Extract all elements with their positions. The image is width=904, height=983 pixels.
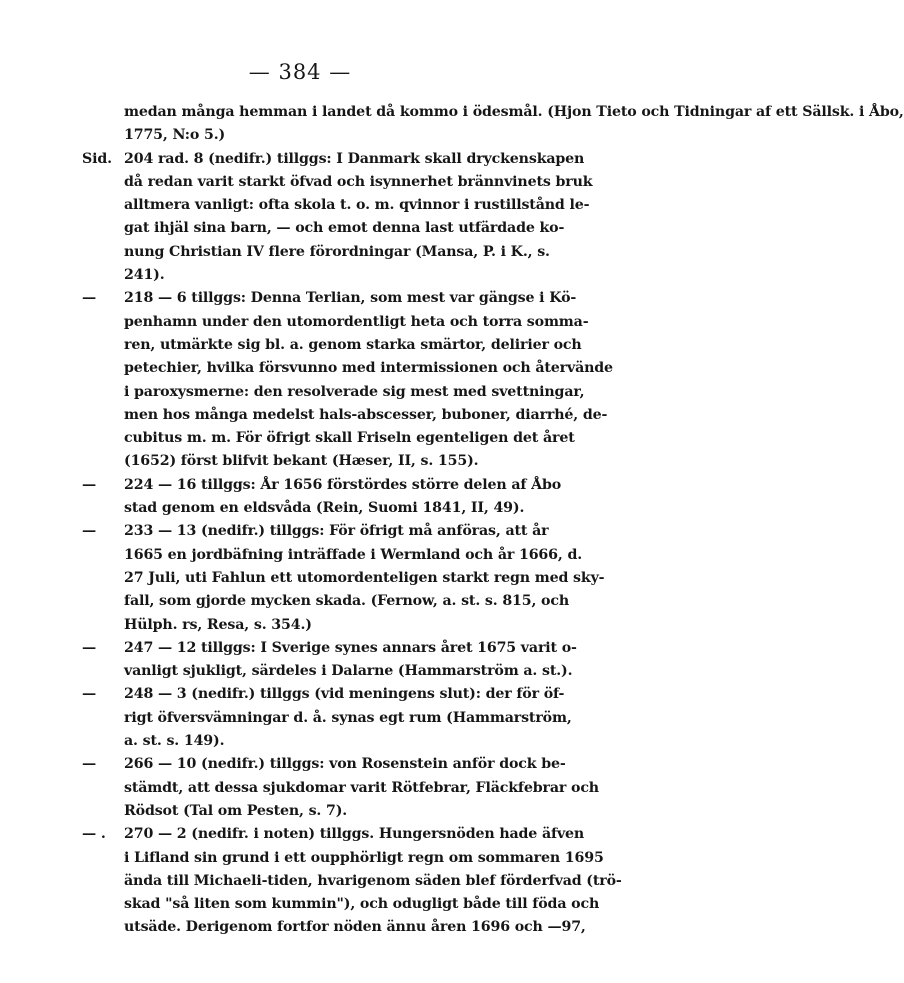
line-marker: — [82,639,97,656]
text-line [82,730,560,753]
line-text: i Lifland sin grund i ett oupphörligt regn om sommaren 1695 [124,849,604,866]
text-line [82,707,572,730]
line-marker: — [82,686,97,703]
line-text: 241). [124,267,165,284]
text-line [82,148,585,171]
line-text: 247 — 12 tillggs: I Sverige synes annars året 1675 varit o- [124,639,577,656]
text-line [82,474,560,497]
text-line [82,334,582,357]
line-text: penhamn under den utomordentligt heta och torra somma- [124,313,589,330]
line-text: medan många hemman i landet då kommo i ödesmål. (Hjon Tieto och Tidningar af ett Sällsk. i Åbo, [124,104,904,120]
text-line [82,194,590,217]
line-text: nung Christian IV flere förordningar (Mansa, P. i K., s. [124,243,550,260]
line-text: fall, som gjorde mycken skada. (Fernow, a. st. s. 815, och [124,593,570,610]
line-text: 1665 en jordbäfning inträffade i Wermland och år 1666, d. [124,546,583,563]
text-line [82,800,560,823]
line-text: petechier, hvilka försvunno med intermissionen och återvände [124,360,613,377]
line-text: 248 — 3 (nedifr.) tillggs (vid meningens slut): der för öf- [124,686,565,703]
line-text: i paroxysmerne: den resolverade sig mest med svettningar, [124,383,585,400]
line-text: rigt öfversvämningar d. å. synas egt rum (Hammarström, [124,709,572,726]
line-text: ända till Michaeli-tiden, hvarigenom säden blef förderfvad (trö- [124,872,622,889]
line-text: a. st. s. 149). [124,733,225,750]
text-line [82,847,604,870]
text-line [82,590,570,613]
text-line [82,777,599,800]
line-marker: — [82,756,97,773]
text-line [82,520,560,543]
line-text: men hos många medelst hals-abscesser, buboner, diarrhé, de- [124,406,608,423]
text-line [82,893,600,916]
page-number: — 384 — [248,60,352,84]
line-text: cubitus m. m. För öfrigt skall Friseln egenteligen det året [124,430,575,447]
line-text: 233 — 13 (nedifr.) tillggs: För öfrigt må anföras, att år [124,523,549,540]
text-line [82,124,560,147]
text-line [82,357,613,380]
line-marker: — [82,476,97,493]
text-block [82,101,904,940]
text-line [82,753,566,776]
line-marker: — . [82,826,106,843]
line-text: 270 — 2 (nedifr. i noten) tillggs. Hungersnöden hade äfven [124,826,585,843]
text-line [82,870,622,893]
text-line [82,544,583,567]
line-text: ren, utmärkte sig bl. a. genom starka smärtor, delirier och [124,336,582,353]
text-line [82,311,589,334]
text-line [82,567,605,590]
line-text: 266 — 10 (nedifr.) tillggs: von Rosenstein anför dock be- [124,756,566,773]
text-line [82,404,608,427]
text-line [82,823,585,846]
text-line [82,427,575,450]
text-line [82,287,577,310]
text-line [82,683,565,706]
line-text: (1652) först blifvit bekant (Hæser, II, s. 155). [124,453,479,470]
line-marker: — [82,290,97,307]
line-marker: — [82,523,97,540]
line-text: gat ihjäl sina barn, — och emot denna last utfärdade ko- [124,220,565,237]
line-text: Rödsot (Tal om Pesten, s. 7). [124,802,348,819]
line-text: vanligt sjukligt, särdeles i Dalarne (Hammarström a. st.). [124,663,573,680]
line-text: 218 — 6 tillggs: Denna Terlian, som mest var gängse i Kö- [124,290,577,307]
line-text: 27 Juli, uti Fahlun ett utomordenteligen starkt regn med sky- [124,569,605,586]
line-text: 224 — 16 tillggs: År 1656 förstördes större delen af Åbo [124,476,562,493]
line-text: alltmera vanligt: ofta skola t. o. m. qvinnor i rustillstånd le- [124,197,590,214]
text-line [82,264,560,287]
text-line [82,101,904,124]
text-line [82,381,585,404]
line-text: skad "så liten som kummin"), och odugligt både till föda och [124,896,600,913]
text-line [82,614,560,637]
line-text: Hülph. rs, Resa, s. 354.) [124,616,312,633]
text-line [82,660,573,683]
text-line [82,916,586,939]
text-line [82,241,560,264]
text-line [82,171,593,194]
text-line [82,637,577,660]
text-line [82,450,560,473]
line-text: 1775, N:o 5.) [124,127,226,144]
line-text: stämdt, att dessa sjukdomar varit Rötfebrar, Fläckfebrar och [124,779,599,796]
text-line [82,217,565,240]
line-text: då redan varit starkt öfvad och isynnerhet brännvinets bruk [124,173,593,190]
line-text: 204 rad. 8 (nedifr.) tillggs: I Danmark skall dryckenskapen [124,150,585,167]
line-marker: Sid. [82,150,112,167]
text-line [82,497,560,520]
line-text: stad genom en eldsvåda (Rein, Suomi 1841, II, 49). [124,500,525,517]
line-text: utsäde. Derigenom fortfor nöden ännu åren 1696 och —97, [124,919,586,936]
